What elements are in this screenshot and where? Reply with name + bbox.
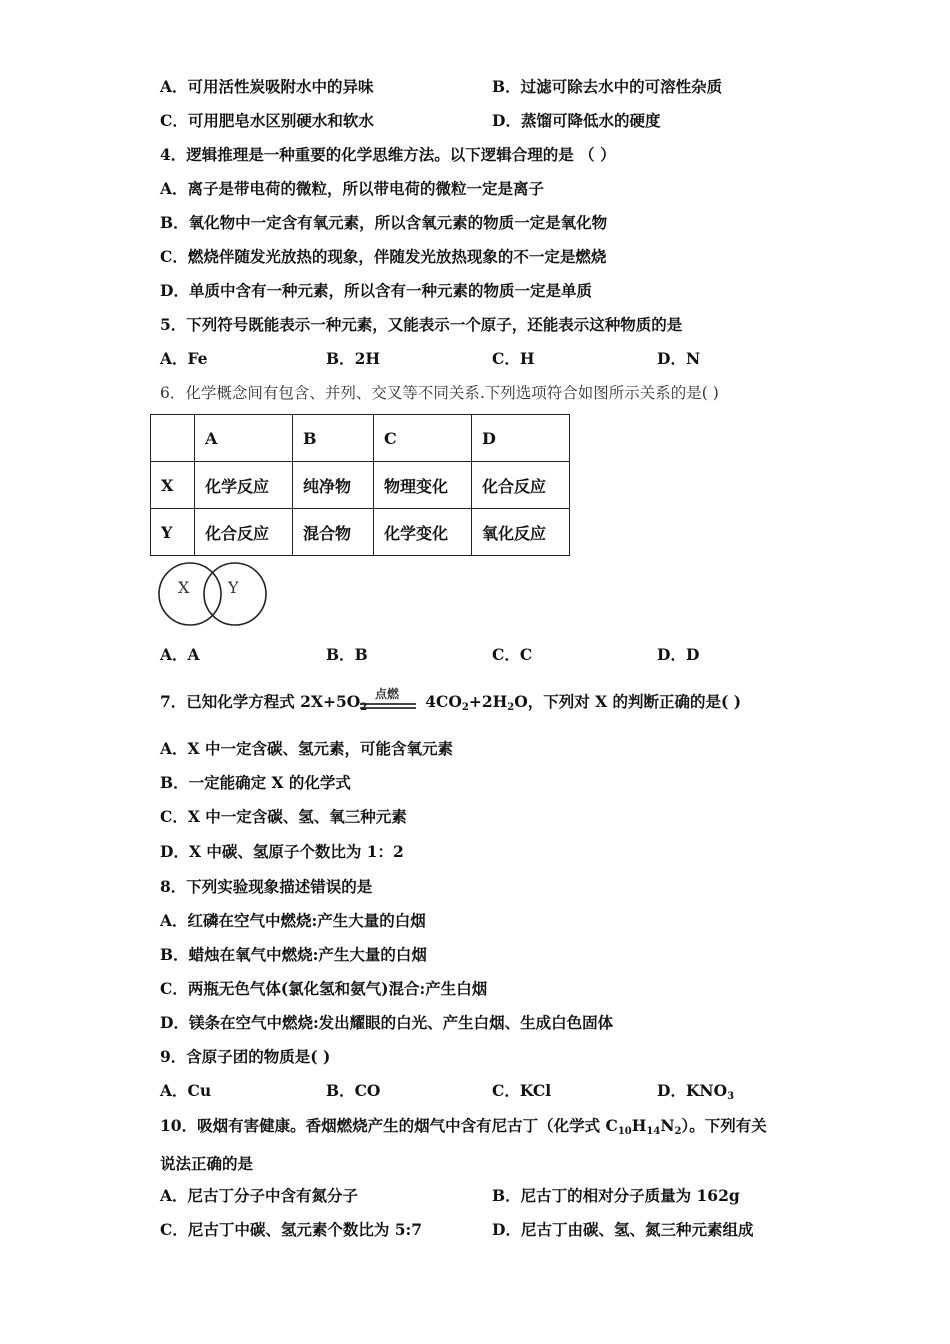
- table-row: [151, 462, 570, 509]
- q9-option-b: B．CO: [326, 1081, 381, 1100]
- table-cell: 化合反应: [195, 509, 293, 556]
- q6-option-b: B．B: [326, 645, 368, 664]
- q10-stem-a: 10．吸烟有害健康。香烟燃烧产生的烟气中含有尼古丁（化学式 C: [160, 1116, 618, 1135]
- q7-stem-suffix: O，下列对 X 的判断正确的是( ): [514, 692, 742, 711]
- q10-formula-h: H: [631, 1116, 647, 1135]
- q6-option-c: C．C: [492, 645, 533, 664]
- table-cell: C: [374, 415, 472, 462]
- q3-option-a: A．可用活性炭吸附水中的异味: [160, 77, 374, 96]
- q8-option-d: D．镁条在空气中燃烧:发出耀眼的白光、产生白烟、生成白色固体: [160, 1013, 614, 1032]
- table-cell: 混合物: [293, 509, 374, 556]
- q3-option-c: C．可用肥皂水区别硬水和软水: [160, 111, 374, 130]
- q9-option-d-text: D．KNO: [657, 1081, 728, 1100]
- table-cell: 物理变化: [374, 462, 472, 509]
- q9-option-a: A．Cu: [160, 1081, 212, 1100]
- q10-formula-n: N: [660, 1116, 675, 1135]
- table-cell: 化学变化: [374, 509, 472, 556]
- reaction-condition: 点燃: [374, 687, 399, 701]
- q6-stem: 6．化学概念间有包含、并列、交叉等不同关系.下列选项符合如图所示关系的是( ): [160, 384, 719, 402]
- venn-diagram: [155, 560, 273, 630]
- q10-option-b: B．尼古丁的相对分子质量为 162g: [492, 1186, 740, 1205]
- subscript: 2: [674, 1126, 682, 1137]
- venn-circle-x: [159, 563, 221, 625]
- q4-option-b: B．氧化物中一定含有氧元素，所以含氧元素的物质一定是氧化物: [160, 213, 608, 232]
- q4-option-d: D．单质中含有一种元素，所以含有一种元素的物质一定是单质: [160, 281, 592, 300]
- q10-stem-b: ）。下列有关: [681, 1116, 767, 1135]
- subscript: 14: [646, 1126, 661, 1137]
- relation-table: [150, 414, 570, 556]
- table-cell: 化学反应: [195, 462, 293, 509]
- table-cell: 氧化反应: [472, 509, 570, 556]
- q10-option-c: C．尼古丁中碳、氢元素个数比为 5:7: [160, 1220, 423, 1239]
- q5-stem: 5．下列符号既能表示一种元素，又能表示一个原子，还能表示这种物质的是: [160, 315, 683, 334]
- table-cell: B: [293, 415, 374, 462]
- subscript: 2: [507, 702, 515, 713]
- venn-label-y: Y: [228, 578, 239, 597]
- q7-product-b: +2H: [468, 692, 508, 711]
- q9-option-d: [657, 1081, 734, 1101]
- q3-option-b: B．过滤可除去水中的可溶性杂质: [492, 77, 723, 96]
- q10-option-a: A．尼古丁分子中含有氮分子: [160, 1186, 359, 1205]
- q9-option-c: C．KCl: [492, 1081, 552, 1100]
- table-cell: 纯净物: [293, 462, 374, 509]
- q4-stem: 4．逻辑推理是一种重要的化学思维方法。以下逻辑合理的是 （ ）: [160, 145, 616, 164]
- q8-option-c: C．两瓶无色气体(氯化氢和氨气)混合:产生白烟: [160, 979, 488, 998]
- q6-option-d: D．D: [657, 645, 700, 664]
- q7-option-a: A．X 中一定含碳、氢元素，可能含氧元素: [160, 739, 453, 758]
- table-cell: A: [195, 415, 293, 462]
- table-cell: D: [472, 415, 570, 462]
- q5-option-a: A．Fe: [160, 349, 208, 368]
- q5-option-c: C．H: [492, 349, 535, 368]
- q7-option-d: D．X 中碳、氢原子个数比为 1：2: [160, 842, 404, 861]
- q3-option-d: D．蒸馏可降低水的硬度: [492, 111, 661, 130]
- table-cell: [151, 415, 195, 462]
- q7-stem-prefix: 7．已知化学方程式 2X+5O: [160, 692, 361, 711]
- q5-option-d: D．N: [657, 349, 701, 368]
- q7-product-a: 4CO: [425, 692, 462, 711]
- q5-option-b: B．2H: [326, 349, 381, 368]
- q9-stem: 9．含原子团的物质是( ): [160, 1047, 331, 1066]
- q8-option-b: B．蜡烛在氧气中燃烧:产生大量的白烟: [160, 945, 427, 964]
- subscript: 2: [461, 702, 469, 713]
- q4-option-a: A．离子是带电荷的微粒，所以带电荷的微粒一定是离子: [160, 179, 545, 198]
- subscript: 3: [727, 1091, 735, 1102]
- q7-stem: [160, 692, 741, 712]
- q10-stem: [160, 1116, 767, 1136]
- q8-option-a: A．红磷在空气中燃烧:产生大量的白烟: [160, 911, 426, 930]
- q6-option-a: A．A: [160, 645, 200, 664]
- table-header-row: [151, 415, 570, 462]
- subscript: 10: [617, 1126, 632, 1137]
- subscript: 2: [360, 702, 368, 713]
- q7-option-c: C．X 中一定含碳、氢、氧三种元素: [160, 807, 407, 826]
- q8-stem: 8．下列实验现象描述错误的是: [160, 877, 373, 896]
- table-cell: X: [151, 462, 195, 509]
- q7-option-b: B．一定能确定 X 的化学式: [160, 773, 351, 792]
- q10-stem-line2: 说法正确的是: [160, 1154, 254, 1173]
- table-cell: 化合反应: [472, 462, 570, 509]
- q4-option-c: C．燃烧伴随发光放热的现象，伴随发光放热现象的不一定是燃烧: [160, 247, 607, 266]
- q10-option-d: D．尼古丁由碳、氢、氮三种元素组成: [492, 1220, 754, 1239]
- table-cell: Y: [151, 509, 195, 556]
- venn-label-x: X: [178, 578, 190, 597]
- table-row: [151, 509, 570, 556]
